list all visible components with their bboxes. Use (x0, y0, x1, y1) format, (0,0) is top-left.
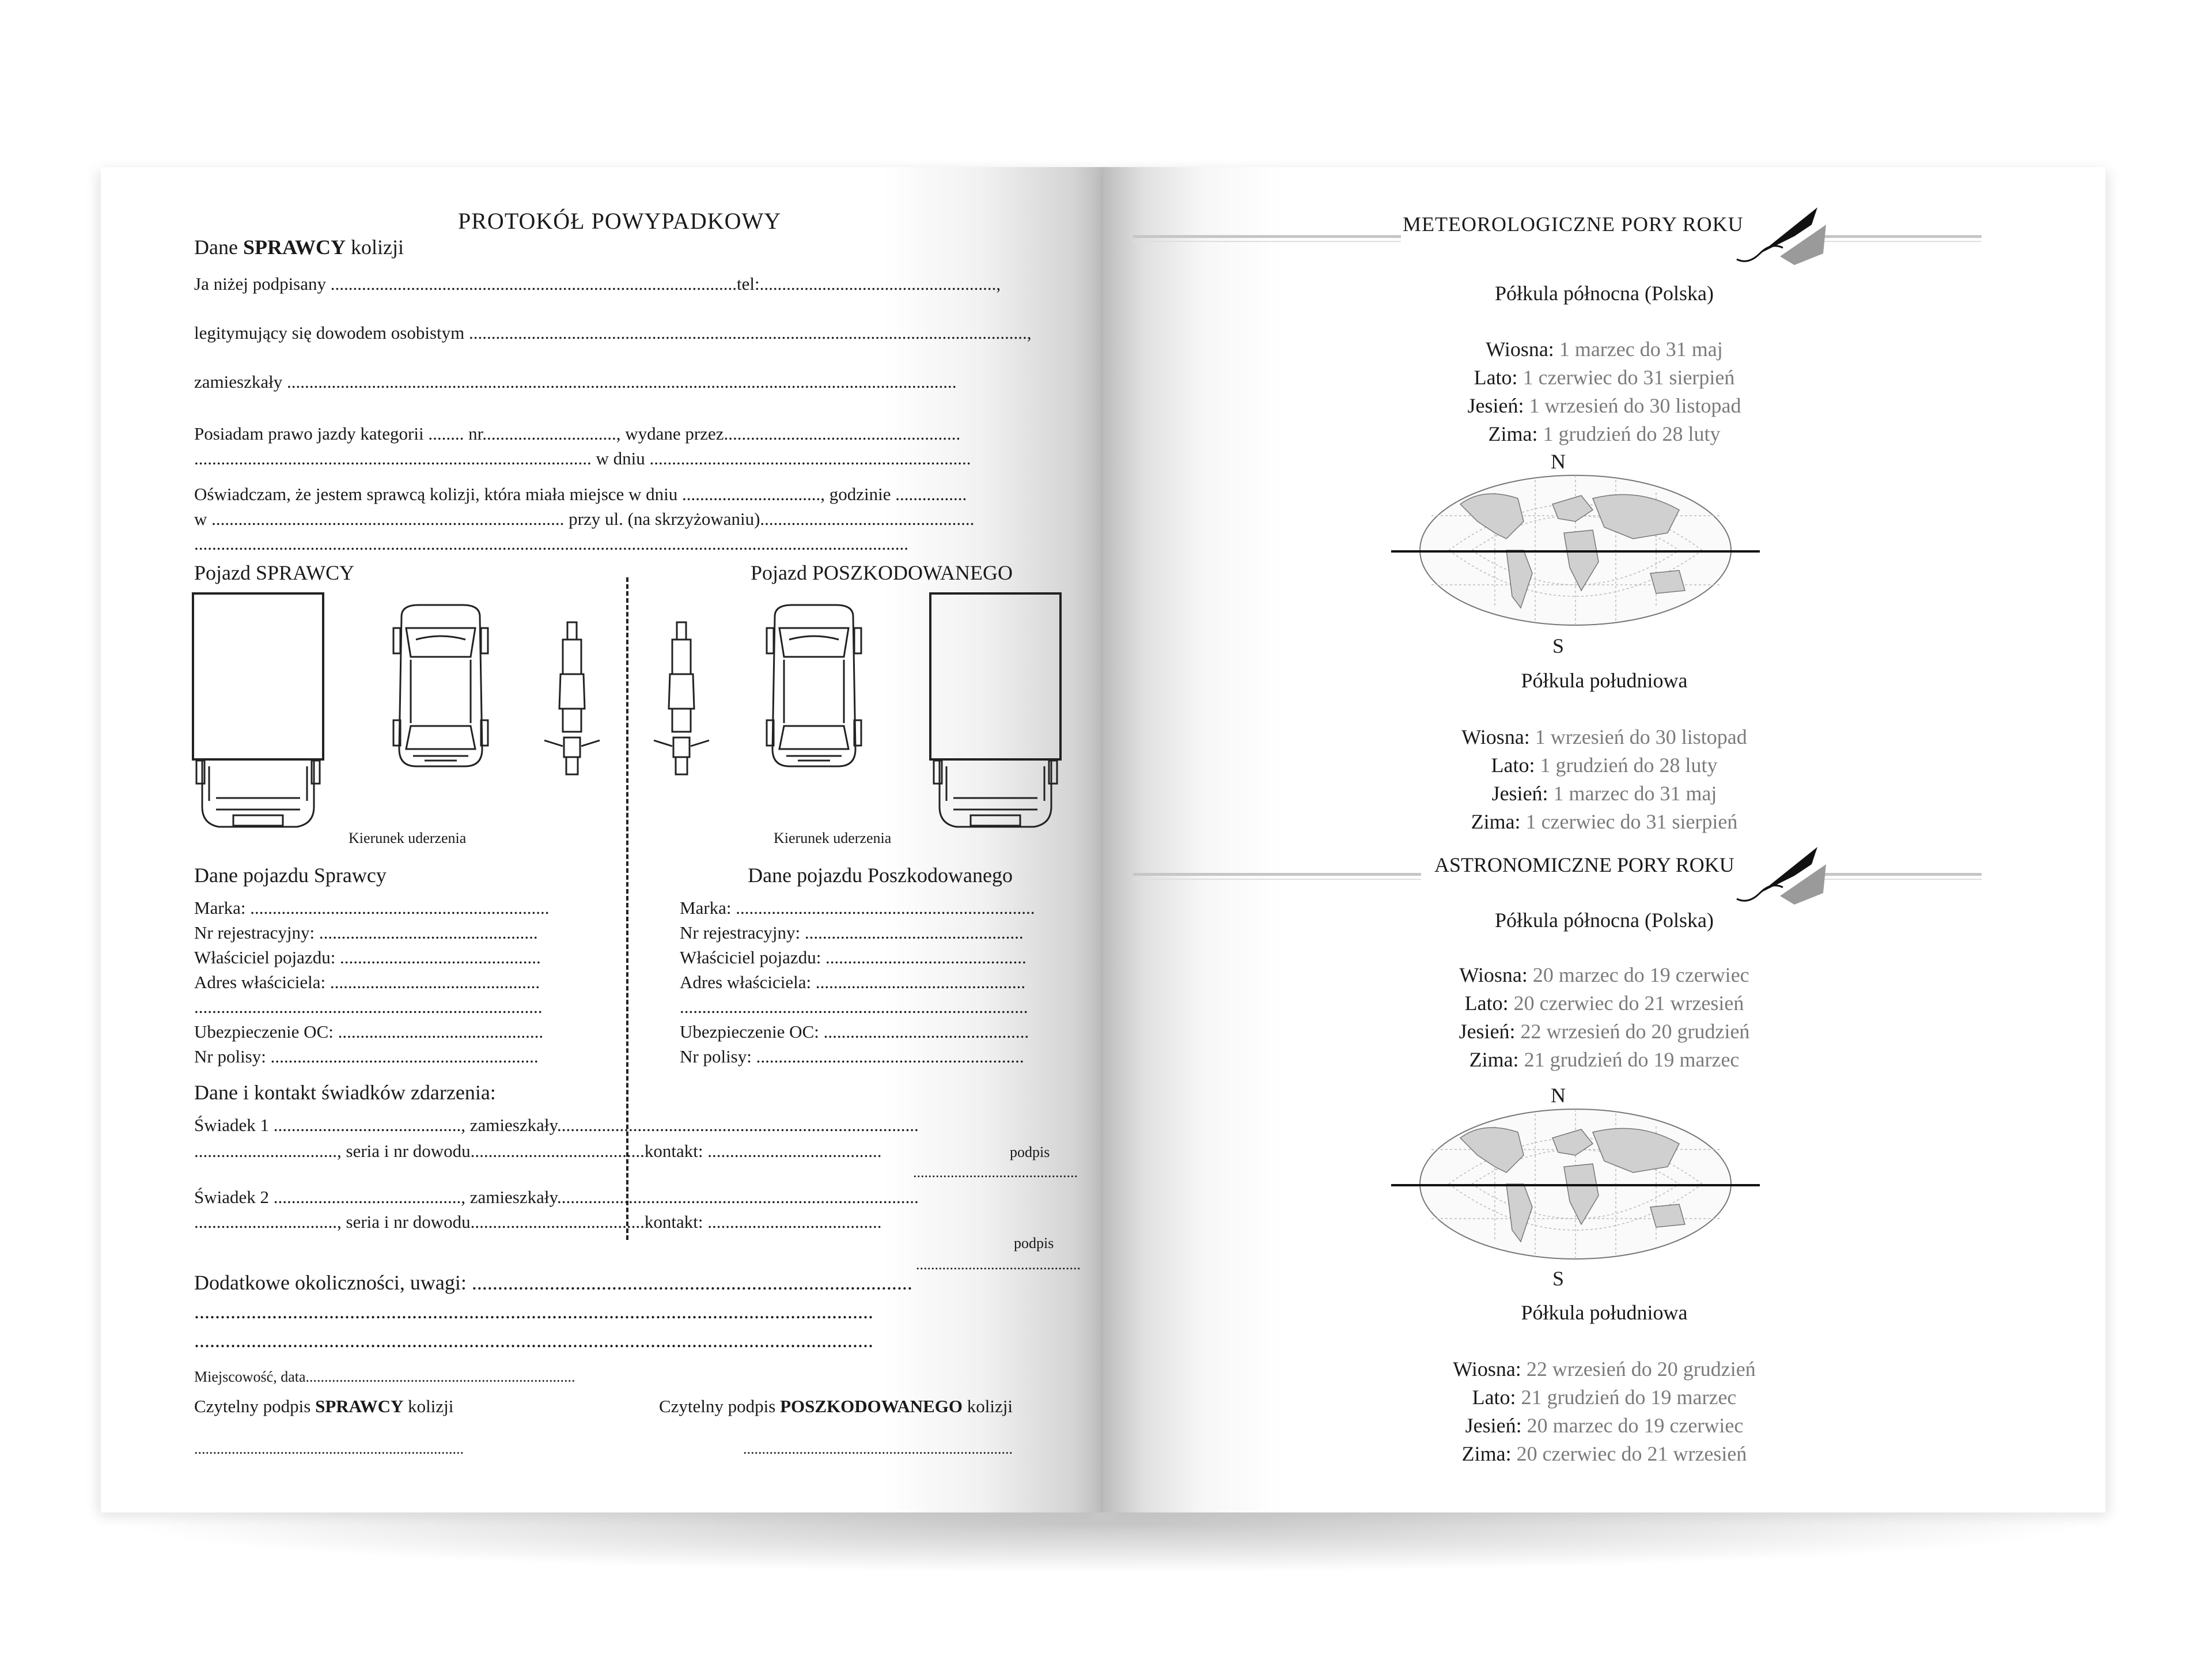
meteo-north-season-1: Wiosna: 1 marzec do 31 maj (1486, 338, 1723, 361)
field-address-cont-right[interactable]: .............................................................................. (680, 997, 1028, 1017)
field-owner-right[interactable]: Właściciel pojazdu: ............................................. (680, 947, 1027, 967)
sign-perpetrator-label: Czytelny podpis SPRAWCY kolizji (194, 1396, 454, 1416)
quill-pen-icon-2 (1725, 841, 1829, 910)
meteo-rule-right (1815, 235, 1982, 238)
meteo-title: METEOROLOGICZNE PORY ROKU (1403, 213, 1744, 236)
field-insurance-right[interactable]: Ubezpieczenie OC: .............................................. (680, 1022, 1029, 1042)
quill-pen-icon (1725, 202, 1829, 271)
additional-line-3[interactable]: ................................................................................................................................... (194, 1329, 873, 1352)
meteo-map-north: N (1551, 450, 1566, 473)
witness2-line1[interactable]: Świadek 2 .........................................., zamieszkały................................................................................. (194, 1187, 919, 1207)
meteo-north-season-3: Jesień: 1 wrzesień do 30 listopad (1467, 394, 1741, 417)
witnesses-heading: Dane i kontakt świadków zdarzenia: (194, 1081, 496, 1104)
declare-line-3[interactable]: ................................................................................................................................................................ (194, 534, 908, 554)
field-registration-left[interactable]: Nr rejestracyjny: ................................................. (194, 922, 538, 943)
sign-dots-left[interactable]: ........................................................................ (194, 1440, 464, 1457)
left-page (101, 167, 1103, 1512)
additional-line-2[interactable]: ................................................................................................................................... (194, 1300, 873, 1323)
astro-north-season-4: Zima: 21 grudzień do 19 marzec (1469, 1048, 1740, 1071)
declare-line-2[interactable]: w ............................................................................... przy ul. (na skrzyżowaniu)................................................ (194, 509, 975, 529)
astro-world-map-icon (1408, 1103, 1754, 1265)
field-registration-right[interactable]: Nr rejestracyjny: ................................................. (680, 922, 1024, 943)
signature-dots-2[interactable]: ............................................ (916, 1256, 1081, 1273)
field-policy-right[interactable]: Nr polisy: ............................................................ (680, 1046, 1024, 1067)
license-line-2[interactable]: ......................................................................................... w dniu ........................................................................ (194, 448, 971, 468)
field-brand-left[interactable]: Marka: ................................................................... (194, 898, 550, 918)
field-insurance-left[interactable]: Ubezpieczenie OC: .............................................. (194, 1022, 544, 1042)
meteo-south-season-2: Lato: 1 grudzień do 28 luty (1491, 754, 1718, 777)
meteo-south-season-1: Wiosna: 1 wrzesień do 30 listopad (1461, 725, 1747, 748)
field-brand-right[interactable]: Marka: ................................................................... (680, 898, 1035, 918)
signed-line[interactable]: Ja niżej podpisany ...........................................................................................tel:....................................................., (194, 274, 1001, 294)
right-page (1103, 167, 2105, 1512)
astro-south-season-1: Wiosna: 22 wrzesień do 20 grudzień (1453, 1357, 1756, 1381)
meteo-south-season-3: Jesień: 1 marzec do 31 maj (1491, 782, 1717, 805)
perpetrator-vehicle-data-heading: Dane pojazdu Sprawcy (194, 864, 387, 887)
meteo-world-map-icon (1408, 470, 1754, 631)
declare-line-1[interactable]: Oświadczam, że jestem sprawcą kolizji, która miała miejsce w dniu ..............................., godzinie ................ (194, 484, 967, 504)
id-line[interactable]: legitymujący się dowodem osobistym ............................................................................................................................., (194, 323, 1032, 343)
meteo-north-heading: Półkula północna (Polska) (1495, 282, 1714, 305)
victim-vehicle-data-heading: Dane pojazdu Poszkodowanego (748, 864, 1013, 887)
astro-title: ASTRONOMICZNE PORY ROKU (1434, 853, 1734, 876)
witness2-line2[interactable]: ................................, seria i nr dowodu.......................................kontakt: ....................................... (194, 1212, 882, 1232)
astro-north-season-3: Jesień: 22 wrzesień do 20 grudzień (1459, 1020, 1750, 1043)
perpetrator-heading: Dane SPRAWCY kolizji (194, 236, 404, 259)
meteo-north-season-2: Lato: 1 czerwiec do 31 sierpień (1474, 366, 1735, 389)
signature-label-2: podpis (1014, 1235, 1054, 1251)
meteo-rule-right-thin (1815, 241, 1982, 242)
astro-map-south: S (1552, 1267, 1565, 1290)
place-date[interactable]: Miejscowość, data........................................................................ (194, 1368, 575, 1385)
astro-rule-right (1815, 873, 1982, 876)
meteo-south-season-4: Zima: 1 czerwiec do 31 sierpień (1471, 810, 1738, 833)
sign-victim-label: Czytelny podpis POSZKODOWANEGO kolizji (658, 1396, 1013, 1416)
field-owner-address-left[interactable]: Adres właściciela: ............................................... (194, 972, 540, 992)
astro-north-heading: Półkula północna (Polska) (1495, 909, 1714, 932)
meteo-rule-left (1133, 235, 1401, 238)
astro-rule-left-thin (1133, 879, 1421, 880)
vehicle-victim-label: Pojazd POSZKODOWANEGO (751, 561, 1013, 584)
sign-dots-right[interactable]: ........................................................................ (743, 1440, 1013, 1457)
page-title: PROTOKÓŁ POWYPADKOWY (458, 208, 782, 234)
astro-north-season-1: Wiosna: 20 marzec do 19 czerwiec (1459, 963, 1749, 986)
astro-south-season-3: Jesień: 20 marzec do 19 czerwiec (1465, 1414, 1744, 1437)
meteo-south-heading: Półkula południowa (1521, 669, 1688, 692)
field-owner-address-right[interactable]: Adres właściciela: ............................................... (680, 972, 1026, 992)
astro-south-season-4: Zima: 20 czerwiec do 21 wrzesień (1461, 1442, 1747, 1465)
impact-direction-left: Kierunek uderzenia (349, 830, 467, 846)
address-line[interactable]: zamieszkały ...................................................................................................................................................... (194, 372, 957, 392)
witness1-line1[interactable]: Świadek 1 .........................................., zamieszkały................................................................................. (194, 1115, 919, 1135)
meteo-north-season-4: Zima: 1 grudzień do 28 luty (1488, 422, 1721, 445)
vehicle-perpetrator-label: Pojazd SPRAWCY (194, 561, 355, 584)
vehicle-diagrams (101, 167, 1103, 628)
astro-south-season-2: Lato: 21 grudzień do 19 marzec (1472, 1386, 1737, 1409)
astro-rule-left (1133, 873, 1421, 876)
witness1-line2[interactable]: ................................, seria i nr dowodu.......................................kontakt: ....................................... (194, 1141, 882, 1161)
impact-direction-right: Kierunek uderzenia (774, 830, 892, 846)
astro-rule-right-thin (1815, 879, 1982, 880)
meteo-map-south: S (1552, 634, 1565, 657)
astro-map-north: N (1551, 1084, 1566, 1107)
signature-dots-1[interactable]: ............................................ (913, 1164, 1078, 1181)
additional-line-1[interactable]: Dodatkowe okoliczności, uwagi: ..................................................................................... (194, 1271, 912, 1294)
astro-south-heading: Półkula południowa (1521, 1301, 1688, 1324)
signature-label-1: podpis (1010, 1144, 1050, 1160)
field-address-cont-left[interactable]: .............................................................................. (194, 997, 543, 1017)
meteo-rule-left-thin (1133, 241, 1401, 242)
field-policy-left[interactable]: Nr polisy: ............................................................ (194, 1046, 539, 1067)
license-line-1[interactable]: Posiadam prawo jazdy kategorii ........ nr.............................., wydane przez..................................................... (194, 423, 961, 444)
field-owner-left[interactable]: Właściciel pojazdu: ............................................. (194, 947, 541, 967)
astro-north-season-2: Lato: 20 czerwiec do 21 wrzesień (1464, 992, 1744, 1015)
